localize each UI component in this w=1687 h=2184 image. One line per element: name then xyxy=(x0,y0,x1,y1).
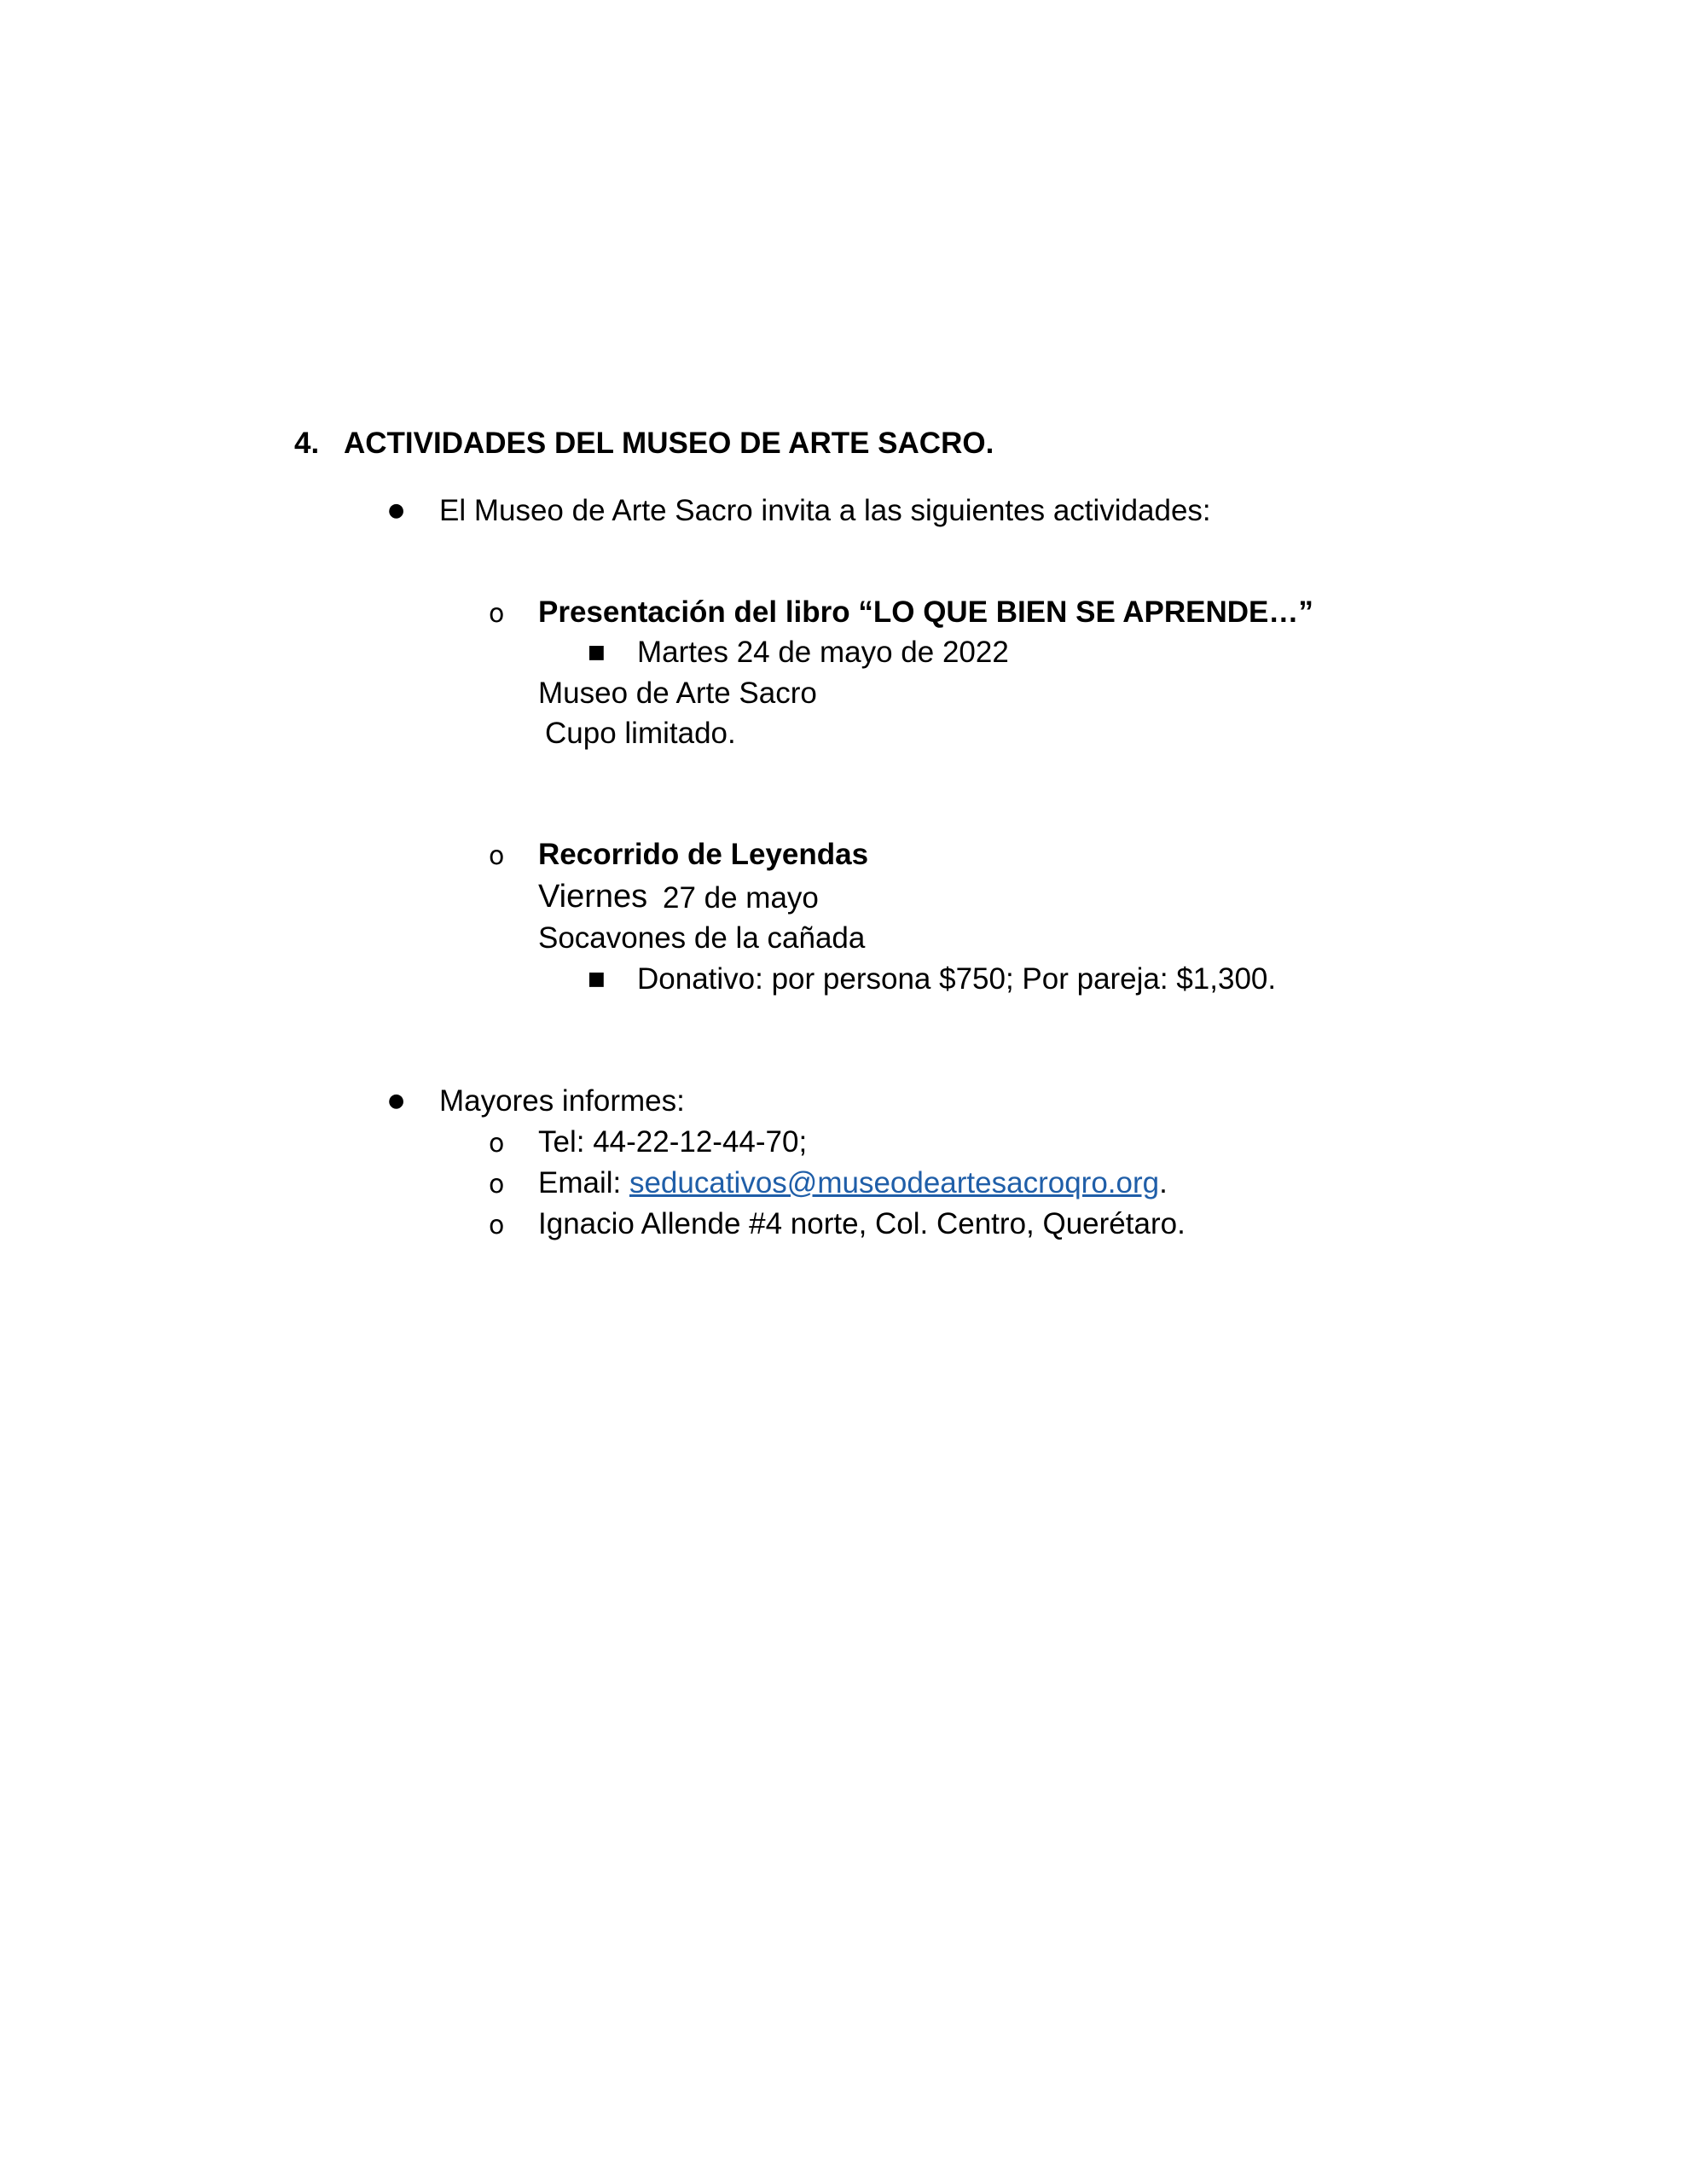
circle-bullet-icon: o xyxy=(489,1170,505,1199)
circle-bullet-icon: o xyxy=(489,841,505,871)
circle-bullet-icon: o xyxy=(489,599,505,629)
info-address: Ignacio Allende #4 norte, Col. Centro, Querétaro. xyxy=(538,1207,1186,1240)
circle-bullet-icon: o xyxy=(489,1211,505,1240)
square-bullet-icon: ■ xyxy=(588,642,606,663)
info-email-label: Email: xyxy=(538,1166,629,1199)
square-bullet-icon: ■ xyxy=(588,968,606,990)
info-tel: Tel: 44-22-12-44-70; xyxy=(538,1125,808,1159)
info-heading: Mayores informes: xyxy=(439,1084,685,1118)
event-1-place: Museo de Arte Sacro xyxy=(538,677,817,710)
event-2-donation: Donativo: por persona $750; Por pareja: $1,300. xyxy=(637,962,1277,996)
info-email-line xyxy=(538,1166,1168,1200)
event-2-day: Viernes xyxy=(538,879,648,915)
info-email-suffix: . xyxy=(1159,1166,1168,1199)
intro-text: El Museo de Arte Sacro invita a las siguientes actividades: xyxy=(439,494,1211,527)
event-2-date: 27 de mayo xyxy=(663,881,819,915)
section-title: ACTIVIDADES DEL MUSEO DE ARTE SACRO. xyxy=(344,427,994,460)
event-1-date: Martes 24 de mayo de 2022 xyxy=(637,636,1009,669)
event-1-note: Cupo limitado. xyxy=(545,717,736,750)
event-2-place: Socavones de la cañada xyxy=(538,921,866,955)
disc-bullet-icon: ● xyxy=(388,500,405,521)
event-2-title: Recorrido de Leyendas xyxy=(538,838,869,871)
section-number: 4. xyxy=(294,427,320,460)
event-1-title: Presentación del libro “LO QUE BIEN SE APRENDE…” xyxy=(538,595,1313,629)
circle-bullet-icon: o xyxy=(489,1129,505,1159)
email-link[interactable]: seducativos@museodeartesacroqro.org xyxy=(629,1166,1160,1199)
disc-bullet-icon: ● xyxy=(388,1090,405,1112)
